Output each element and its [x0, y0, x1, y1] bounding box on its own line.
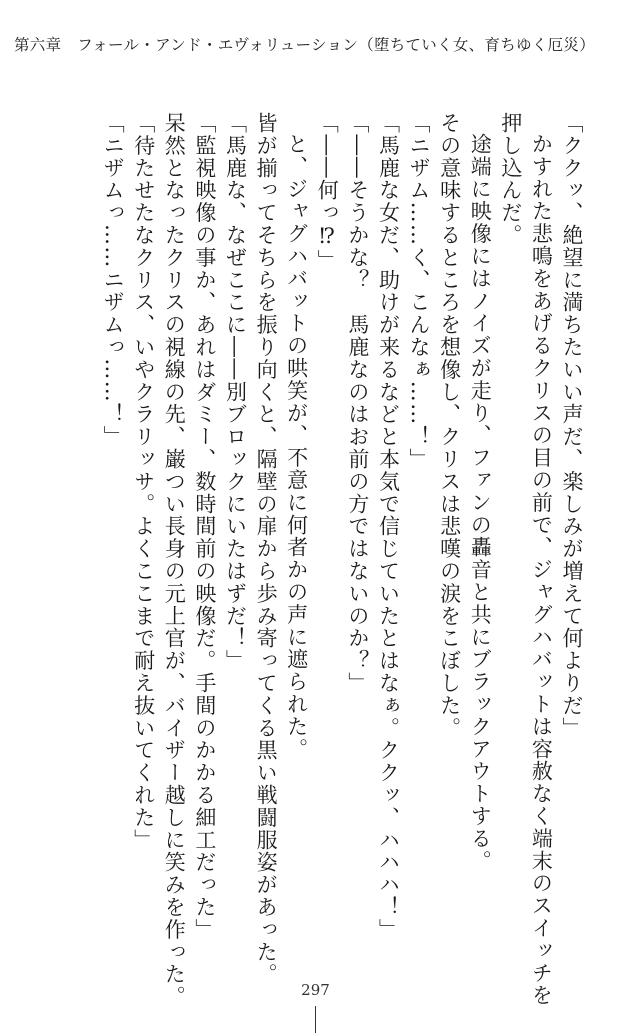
text-line: 「――何っ⁉」: [315, 112, 340, 272]
text-line: その意味するところを想像し、クリスは悲嘆の涙をこぼした。: [437, 112, 462, 740]
chapter-header: 第六章 フォール・アンド・エヴォリューション（堕ちていく女、育ちゆく厄災）: [14, 36, 596, 54]
page-number: 297: [301, 981, 330, 999]
text-line: 「――そうかな？ 馬鹿なのはお前の方ではないのか？」: [345, 112, 370, 695]
text-line: 押し込んだ。: [498, 112, 523, 247]
text-line: 「ニザム……く、こんなぁ……！」: [407, 112, 432, 471]
text-line: 「馬鹿な女だ、助けが来るなどと本気で信じていたとはなぁ。ククッ、ハハハ！」: [376, 112, 401, 941]
text-line: 「馬鹿な、なぜここに――別ブロックにいたはずだ！」: [223, 112, 248, 672]
text-line: 「監視映像の事か、あれはダミー、数時間前の映像だ。手間のかかる細工だった」: [192, 112, 217, 941]
text-line: かすれた悲鳴をあげるクリスの目の前で、ジャグハバットは容赦なく端末のスイッチを: [529, 133, 554, 1007]
text-line: 途端に映像にはノイズが走り、ファンの轟音と共にブラックアウトする。: [468, 133, 493, 873]
text-line: 「待たせたなクリス、いやクラリッサ。よくここまで耐え抜いてくれた」: [131, 112, 156, 852]
text-line: と、ジャグハバットの哄笑が、不意に何者かの声に遮られた。: [284, 133, 309, 761]
page-number-rule: [315, 1006, 316, 1033]
text-line: 呆然となったクリスの視線の先、巌つい長身の元上官が、バイザー越しに笑みを作った。: [162, 112, 187, 1008]
text-line: 皆が揃ってそちらを振り向くと、隔壁の扉から歩み寄ってくる黒い戦闘服姿があった。: [254, 112, 279, 986]
text-line: 「ククッ、絶望に満ちたいい声だ、楽しみが増えて何よりだ」: [560, 112, 584, 740]
text-line: 「ニザムっ……ニザムっ……！」: [101, 112, 126, 448]
